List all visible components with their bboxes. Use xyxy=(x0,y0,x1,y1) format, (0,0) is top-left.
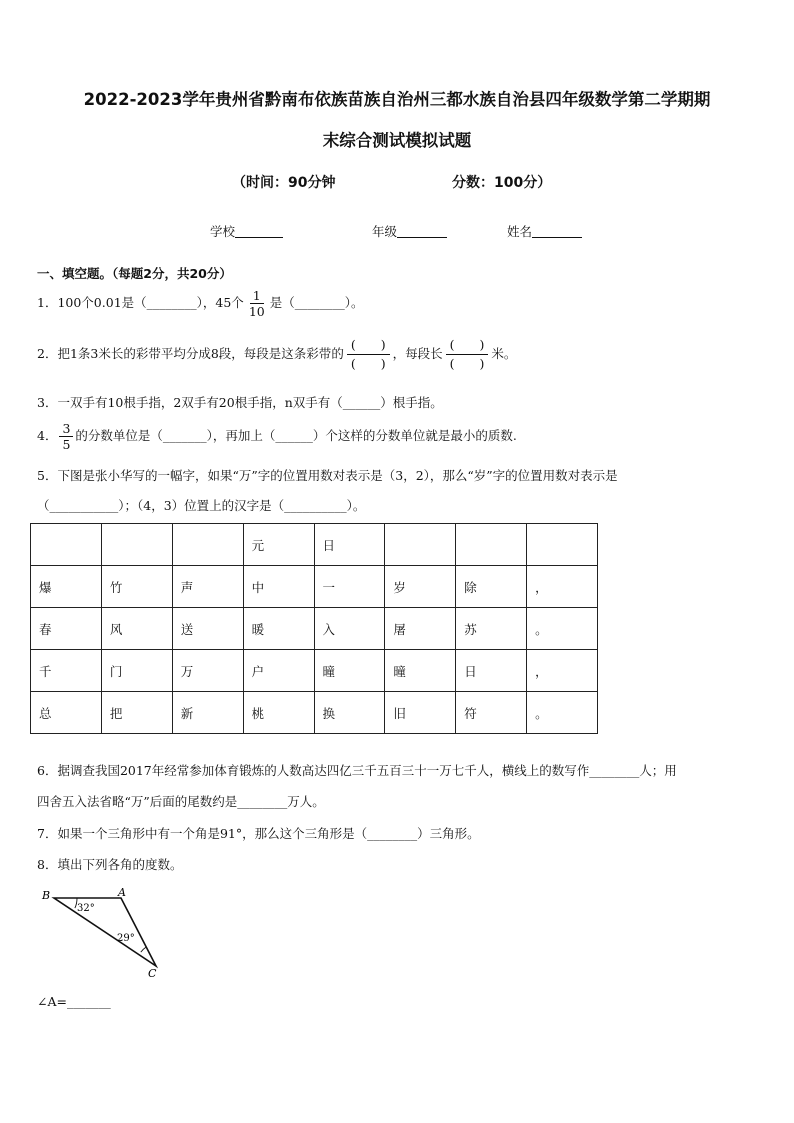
grid-cell: 日 xyxy=(314,524,385,566)
grade-label: 年级 xyxy=(372,224,398,239)
grid-cell: 岁 xyxy=(385,566,456,608)
grid-cell: 中 xyxy=(243,566,314,608)
vertex-label-a: A xyxy=(118,886,126,899)
grid-cell: ， xyxy=(527,566,598,608)
grid-cell: 一 xyxy=(314,566,385,608)
question-6-line-2: 四舍五入法省略“万”后面的尾数约是________万人。 xyxy=(37,794,325,809)
angle-b-label: 32° xyxy=(77,903,95,914)
grid-cell: 户 xyxy=(243,650,314,692)
grid-cell: 新 xyxy=(172,692,243,734)
grid-row xyxy=(31,566,598,608)
grid-row xyxy=(31,692,598,734)
grid-cell: ， xyxy=(527,650,598,692)
grid-row xyxy=(31,524,598,566)
grid-cell: 门 xyxy=(101,650,172,692)
question-6-line-1: 6．据调查我国2017年经常参加体育锻炼的人数高达四亿三千五百三十一万七千人，横线上的数写作________人；用 xyxy=(37,763,677,778)
name-blank[interactable] xyxy=(532,225,582,238)
angle-c-arc xyxy=(141,947,146,952)
grid-cell: 爆 xyxy=(31,566,102,608)
grid-cell: 竹 xyxy=(101,566,172,608)
title-line-2: 末综合测试模拟试题 xyxy=(322,131,472,150)
question-1-part-b: 是（________）。 xyxy=(269,295,364,310)
grid-cell: 曈 xyxy=(385,650,456,692)
grid-cell: 曈 xyxy=(314,650,385,692)
grid-cell: 暖 xyxy=(243,608,314,650)
grid-cell: 送 xyxy=(172,608,243,650)
grid-cell: 入 xyxy=(314,608,385,650)
character-grid xyxy=(30,523,598,734)
grid-cell xyxy=(31,524,102,566)
name-field xyxy=(507,222,582,240)
grid-cell: 元 xyxy=(243,524,314,566)
grid-cell: 日 xyxy=(456,650,527,692)
fraction-answer-1[interactable]: $\frac{( )}{( )}$ xyxy=(347,336,390,373)
grid-cell: 屠 xyxy=(385,608,456,650)
grid-cell xyxy=(172,524,243,566)
grid-cell xyxy=(101,524,172,566)
grid-cell xyxy=(385,524,456,566)
title-line-1: 2022-2023学年贵州省黔南布依族苗族自治州三都水族自治县四年级数学第二学期期 xyxy=(83,90,711,109)
exam-time: （时间：90分钟 xyxy=(232,175,336,191)
grade-field xyxy=(372,222,447,240)
grid-cell: 风 xyxy=(101,608,172,650)
question-4-part-b: 的分数单位是（_______），再加上（______）个这样的分数单位就是最小的质数. xyxy=(75,428,517,443)
angle-c-label: 29° xyxy=(117,933,135,944)
grid-cell: 千 xyxy=(31,650,102,692)
grid-cell xyxy=(456,524,527,566)
question-5-line-1: 5．下图是张小华写的一幅字，如果“万”字的位置用数对表示是（3，2），那么“岁”字的位置用数对表示是 xyxy=(37,468,618,483)
grid-cell: 万 xyxy=(172,650,243,692)
fraction-1-10: $\frac{1}{10}$ xyxy=(248,288,265,319)
grid-cell xyxy=(527,524,598,566)
exam-score: 分数：100分） xyxy=(452,175,552,191)
question-4 xyxy=(37,421,517,452)
grid-cell: 桃 xyxy=(243,692,314,734)
grid-row xyxy=(31,608,598,650)
question-2-part-b: ，每段长 xyxy=(392,346,443,361)
question-3: 3．一双手有10根手指，2双手有20根手指，n双手有（______）根手指。 xyxy=(37,395,443,410)
grid-cell: 符 xyxy=(456,692,527,734)
grid-cell: 换 xyxy=(314,692,385,734)
question-7: 7．如果一个三角形中有一个角是91°，那么这个三角形是（________）三角形。 xyxy=(37,826,480,841)
grid-cell: 把 xyxy=(101,692,172,734)
grid-cell: 春 xyxy=(31,608,102,650)
grid-cell: 旧 xyxy=(385,692,456,734)
school-blank[interactable] xyxy=(235,225,283,238)
triangle-diagram xyxy=(37,885,167,980)
question-2-part-c: 米。 xyxy=(491,346,517,361)
question-5-line-2: （___________）；（4，3）位置上的汉字是（__________）。 xyxy=(37,498,366,513)
fraction-3-5: $\frac{3}{5}$ xyxy=(59,421,73,452)
question-1 xyxy=(37,288,363,319)
question-8: 8．填出下列各角的度数。 xyxy=(37,857,183,872)
grid-cell: 苏 xyxy=(456,608,527,650)
grid-row xyxy=(31,650,598,692)
question-2-part-a: 2．把1条3米长的彩带平均分成8段，每段是这条彩带的 xyxy=(37,346,344,361)
triangle-shape xyxy=(54,898,156,966)
name-label: 姓名 xyxy=(507,224,533,239)
question-1-part-a: 1．100个0.01是（________），45个 xyxy=(37,295,244,310)
grid-cell: 。 xyxy=(527,608,598,650)
grid-cell: 除 xyxy=(456,566,527,608)
vertex-label-b: B xyxy=(42,889,51,902)
question-2 xyxy=(37,336,516,373)
school-field xyxy=(210,222,283,240)
grid-cell: 声 xyxy=(172,566,243,608)
school-label: 学校 xyxy=(210,224,236,239)
grid-cell: 总 xyxy=(31,692,102,734)
fraction-answer-2[interactable]: $\frac{( )}{( )}$ xyxy=(446,336,489,373)
section-heading: 一、填空题。（每题2分，共20分） xyxy=(37,266,232,281)
angle-a-answer: ∠A=_______ xyxy=(37,994,111,1009)
vertex-label-c: C xyxy=(148,967,157,980)
grid-cell: 。 xyxy=(527,692,598,734)
question-4-part-a: 4． xyxy=(37,428,58,443)
grade-blank[interactable] xyxy=(397,225,447,238)
